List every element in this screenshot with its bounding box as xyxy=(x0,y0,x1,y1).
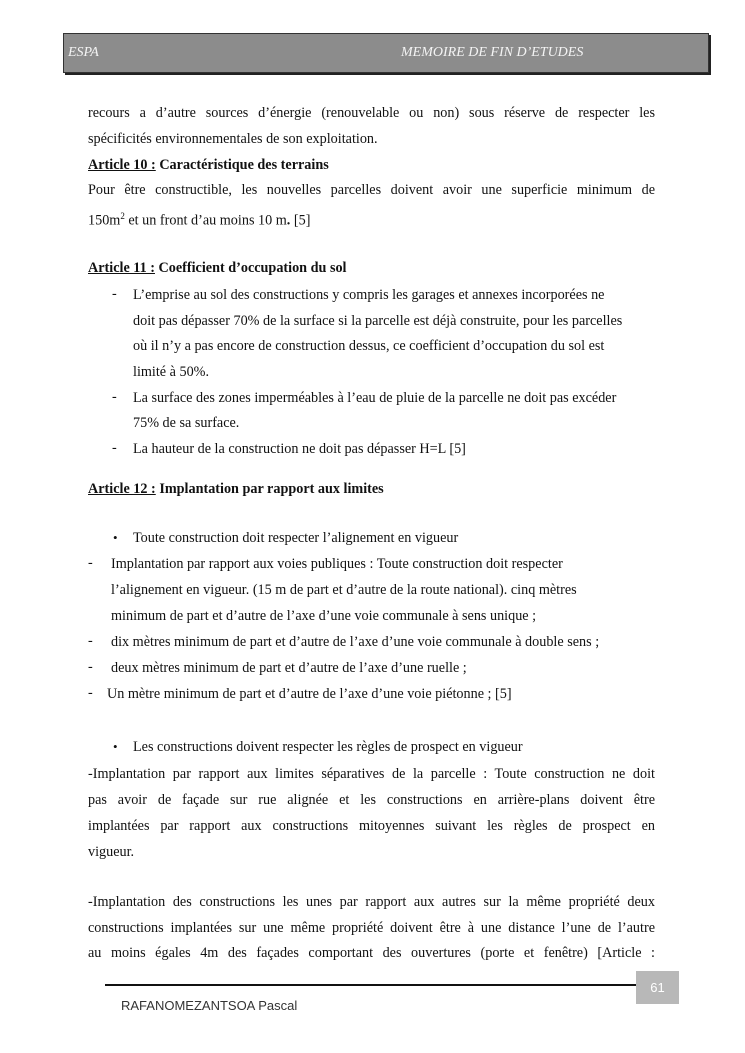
dash-marker: - xyxy=(88,659,93,675)
article-11-label: Article 11 : xyxy=(88,260,155,276)
list-item-line: dix mètres minimum de part et d’autre de l’axe d’une voie communale à double sens ; xyxy=(111,634,600,650)
text-span: 150m xyxy=(88,212,121,229)
article-10-title: Caractéristique des terrains xyxy=(155,157,329,173)
list-item-line: l’alignement en vigueur. (15 m de part et d’autre de la route national). cinq mètres xyxy=(111,582,577,598)
article-10-heading xyxy=(88,156,329,174)
list-item-line: La surface des zones imperméables à l’eau de pluie de la parcelle ne doit pas excéder xyxy=(133,390,617,406)
list-item-line: L’emprise au sol des constructions y compris les garages et annexes incorporées ne xyxy=(133,287,605,303)
article-12-label: Article 12 : xyxy=(88,481,156,497)
dash-marker: - xyxy=(112,286,117,302)
article-11-title: Coefficient d’occupation du sol xyxy=(154,260,347,276)
page-header xyxy=(63,33,709,73)
list-item-line: limité à 50%. xyxy=(133,364,210,380)
citation: [5] xyxy=(290,212,311,229)
dash-marker: - xyxy=(88,555,93,571)
bullet-icon: • xyxy=(113,530,118,545)
paragraph-line: recours a d’autre sources d’énergie (renouvelable ou non) sous réserve de respecter les xyxy=(88,105,655,121)
dash-marker: - xyxy=(88,685,93,701)
bullet-icon: • xyxy=(113,739,118,754)
article-10-label: Article 10 : xyxy=(88,157,156,173)
page-number-box xyxy=(636,971,679,1004)
paragraph-line: Pour être constructible, les nouvelles parcelles doivent avoir une superficie minimum de xyxy=(88,182,655,198)
bullet-item: Les constructions doivent respecter les règles de prospect en vigueur xyxy=(133,739,523,755)
list-item-line: 75% de sa surface. xyxy=(133,415,240,431)
list-item-line: où il n’y a pas encore de construction dessus, ce coefficient d’occupation du sol est xyxy=(133,338,605,354)
dash-marker: - xyxy=(112,389,117,405)
paragraph-line: au moins égales 4m des façades comportant des ouvertures (porte et fenêtre) [Article : xyxy=(88,945,655,961)
paragraph-line xyxy=(88,207,310,230)
list-item-line: deux mètres minimum de part et d’autre de l’axe d’une ruelle ; xyxy=(111,660,467,676)
dash-marker: - xyxy=(88,633,93,649)
paragraph-line: spécificités environnementales de son exploitation. xyxy=(88,131,378,147)
list-item-line: La hauteur de la construction ne doit pas dépasser H=L [5] xyxy=(133,441,466,457)
article-12-title: Implantation par rapport aux limites xyxy=(155,481,384,497)
footer-divider xyxy=(105,984,637,986)
paragraph-line: pas avoir de façade sur rue alignée et les constructions en arrière-plans doivent être xyxy=(88,792,655,808)
list-item-line: Implantation par rapport aux voies publiques : Toute construction doit respecter xyxy=(111,556,563,572)
paragraph-line: -Implantation des constructions les unes par rapport aux autres sur la même propriété deux xyxy=(88,894,655,910)
header-school: ESPA xyxy=(68,45,99,60)
article-11-heading xyxy=(88,259,347,277)
paragraph-line: vigueur. xyxy=(88,844,135,860)
list-item-line: Un mètre minimum de part et d’autre de l’axe d’une voie piétonne ; [5] xyxy=(107,686,512,702)
page-number: 61 xyxy=(650,980,665,995)
paragraph-line: implantées par rapport aux constructions mitoyennes suivant les règles de prospect en xyxy=(88,818,655,834)
dash-marker: - xyxy=(112,440,117,456)
superscript: 2 xyxy=(120,211,125,221)
list-item-line: minimum de part et d’autre de l’axe d’une voie communale à sens unique ; xyxy=(111,608,537,624)
footer-author: RAFANOMEZANTSOA Pascal xyxy=(121,998,298,1013)
text-span: . xyxy=(286,212,291,229)
paragraph-line: -Implantation par rapport aux limites séparatives de la parcelle : Toute construction ne doit xyxy=(88,766,655,782)
header-title: MEMOIRE DE FIN D’ETUDES xyxy=(401,45,584,60)
bullet-item: Toute construction doit respecter l’alignement en vigueur xyxy=(133,530,459,546)
list-item-line: doit pas dépasser 70% de la surface si la parcelle est déjà construite, pour les parcelles xyxy=(133,313,623,329)
paragraph-line: constructions implantées sur une même propriété doivent être à une distance l’une de l’autre xyxy=(88,920,655,936)
article-12-heading xyxy=(88,480,384,498)
text-span: et un front d’au moins 10 m xyxy=(124,212,287,229)
